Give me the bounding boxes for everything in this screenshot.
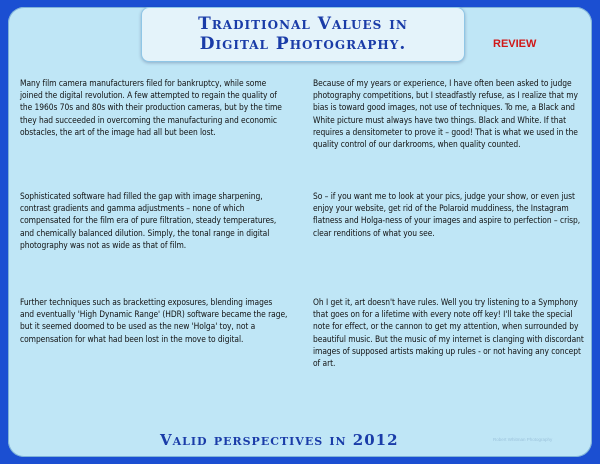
review-badge: REVIEW — [493, 38, 537, 50]
right-paragraph-2: So – if you want me to look at your pics, judge your show, or even just enjoy your website, get rid of the Polaroid muddiness, the Instagram flatness and Holga-ness of your images and aspire to perfection – crisp, clear renditions of what you see. — [313, 191, 581, 238]
photo-credit: Robert Whitman Photography — [493, 437, 553, 442]
title-line-2: Digital Photography. — [199, 34, 407, 54]
right-paragraph-1: Because of my years or experience, I have often been asked to judge photography competitions, but I steadfastly refuse, as I realize that my bias is toward good images, not use of techniques. To me, a Black and White picture must always have two things. Black and White. If that requires a densitometer to prove it – good! That is what we used in the quality control of our darkrooms, when quality counted. — [313, 78, 578, 150]
footer-title: Valid perspectives in 2012 — [160, 431, 399, 449]
title-line-1: Traditional Values in — [198, 14, 408, 34]
left-paragraph-2: Sophisticated software had filled the gap with image sharpening, contrast gradients and gamma adjustments – none of which compensated for the film era of pure filtration, steady temperatures, and chemically balanced dilution. Simply, the tonal range in digital photography was not as wide as that of film. — [20, 191, 277, 250]
left-paragraph-3: Further techniques such as bracketting exposures, blending images and eventually 'High Dynamic Range' (HDR) software became the rage, but it seemed doomed to be used as the new 'Holga' toy, not a compensation for what had been lost in the move to digital. — [20, 297, 288, 344]
title-box — [141, 7, 465, 62]
right-paragraph-3: Oh I get it, art doesn't have rules. Well you try listening to a Symphony that goes on for a lifetime with every note off key! I'll take the special note for effect, or the cannon to get my attention, when surrounded by beautiful music. But the music of my internet is clanging with discordant images of supposed artists making up rules - or not having any concept of art. — [313, 297, 584, 369]
left-paragraph-1: Many film camera manufacturers filed for bankruptcy, while some joined the digital revolution. A few attempted to regain the quality of the 1960s 70s and 80s with their production cameras, but by the time they had succeeded in overcoming the manufacturing and economic obstacles, the art of the image had all but been lost. — [20, 78, 282, 137]
page-title — [142, 14, 464, 54]
